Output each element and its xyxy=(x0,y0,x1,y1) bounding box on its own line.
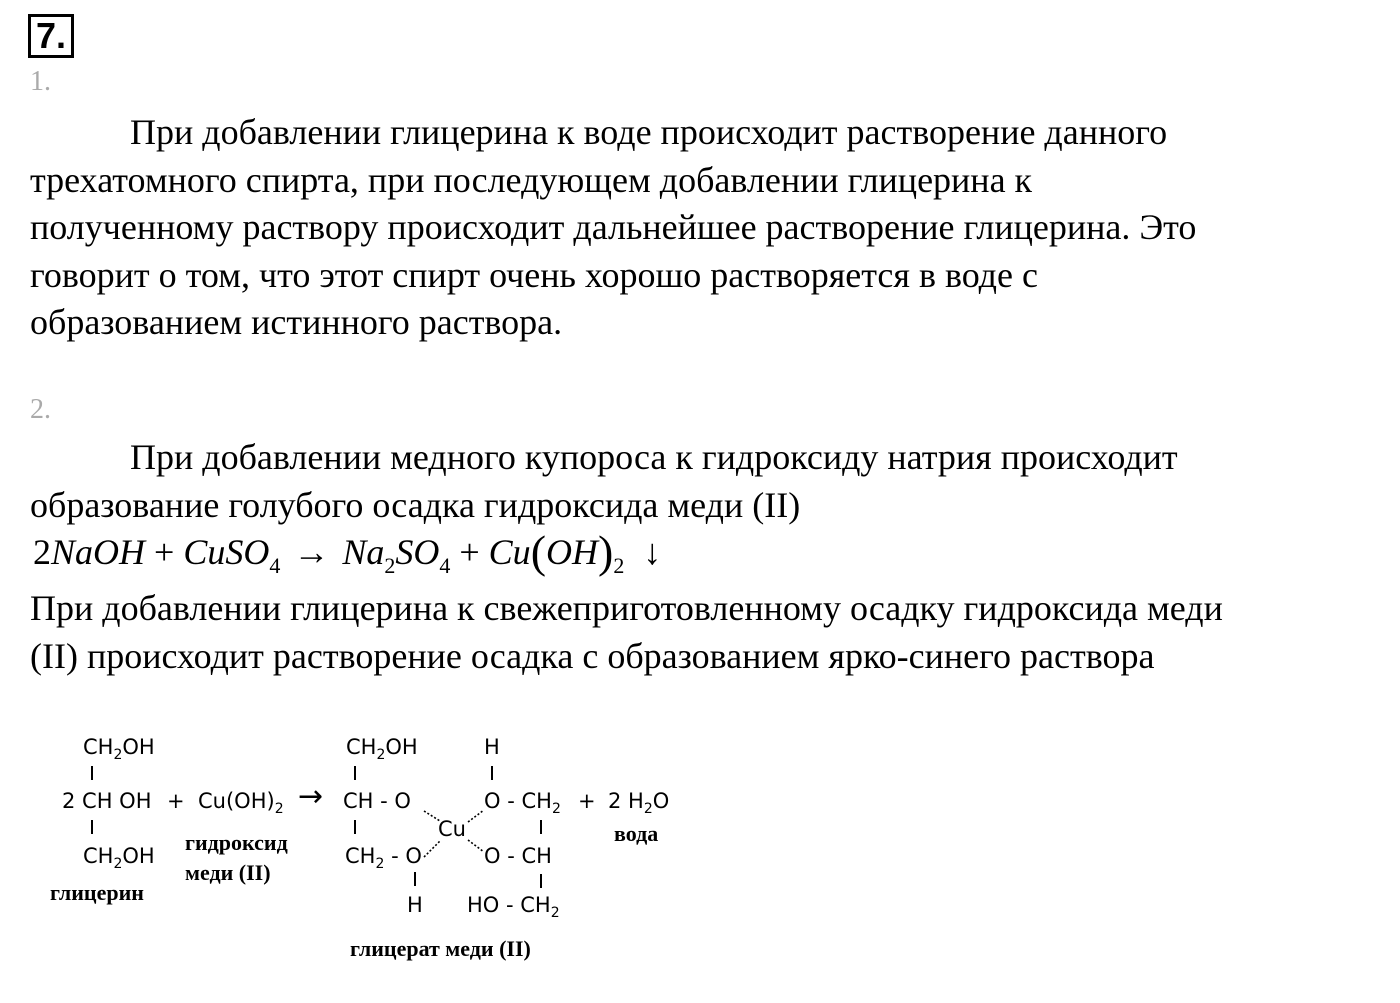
eq-coefficient: 2 xyxy=(33,532,51,572)
eq-cu: Cu xyxy=(488,532,531,572)
eq-paren: ) xyxy=(598,526,614,577)
paragraph-line: говорит о том, что этот спирт очень хорошо растворяется в воде с xyxy=(30,254,1038,295)
eq-subscript: 4 xyxy=(439,553,451,578)
copper-hydroxide-label-1: гидроксид xyxy=(185,830,288,855)
paragraph-line: При добавлении медного купороса к гидроксиду натрия происходит xyxy=(130,437,1178,477)
reaction-equation xyxy=(33,527,661,577)
paragraph-line: (II) происходит растворение осадка с образованием ярко-синего раствора xyxy=(30,635,1155,676)
eq-plus: + xyxy=(459,532,480,572)
bond-line xyxy=(540,874,542,888)
product-left-mid: CH - O xyxy=(343,789,411,813)
task-number: 7. xyxy=(28,14,74,58)
eq-subscript: 2 xyxy=(613,553,625,578)
water-formula: 2 $H_2O$ xyxy=(608,789,670,817)
section-1-number: 1. xyxy=(30,66,51,97)
precipitate-arrow-icon: ↓ xyxy=(643,532,662,572)
product-h-top: H xyxy=(484,735,500,759)
paragraph-line: образованием истинного раствора. xyxy=(30,302,563,342)
scheme-plus: + xyxy=(167,789,185,813)
bond-line xyxy=(540,820,542,834)
bond-line xyxy=(491,766,493,780)
eq-plus: + xyxy=(154,532,175,572)
glycerol-mid: 2 CH OH xyxy=(62,789,152,813)
paragraph-line: При добавлении глицерина к свежеприготовленному осадку гидроксида меди xyxy=(30,588,1223,628)
copper-hydroxide-formula: $Cu(OH)_2$ xyxy=(198,789,284,817)
product-left-top: $CH_2OH$ xyxy=(346,735,418,763)
product-label: глицерат меди (II) xyxy=(350,936,531,961)
scheme-plus: + xyxy=(578,789,596,813)
section-2-intro xyxy=(30,434,1400,529)
paragraph-line: трехатомного спирта, при последующем добавлении глицерина к xyxy=(30,159,1033,200)
eq-arrow: → xyxy=(293,532,330,572)
eq-naoh: NaOH xyxy=(51,532,146,572)
copper-atom: Cu xyxy=(438,817,466,841)
product-right-mid: O - $CH_2$ xyxy=(484,789,561,817)
eq-subscript: 4 xyxy=(269,553,281,578)
product-h-bottom: H xyxy=(407,893,423,917)
paragraph-line: образование голубого осадка гидроксида меди (II) xyxy=(30,484,801,525)
glycerol-top: $CH_2OH$ xyxy=(83,735,155,763)
product-right-low: O - CH xyxy=(484,844,552,868)
water-label: вода xyxy=(614,821,659,846)
paragraph-line: При добавлении глицерина к воде происходит растворение данного xyxy=(130,112,1168,152)
eq-cuso: CuSO xyxy=(183,532,270,572)
paragraph-line: полученному раствору происходит дальнейшее растворение глицерина. Это xyxy=(30,207,1197,247)
glycerol-bottom: $CH_2OH$ xyxy=(83,844,155,872)
product-ho-bottom: HO - $CH_2$ xyxy=(467,893,560,921)
section-1-paragraph xyxy=(30,109,1400,347)
reaction-arrow-icon: → xyxy=(298,779,324,814)
glycerol-label: глицерин xyxy=(50,880,144,905)
eq-subscript: 2 xyxy=(384,553,396,578)
section-2-number: 2. xyxy=(30,394,51,425)
eq-oh: OH xyxy=(546,532,599,572)
copper-hydroxide-label-2: меди (II) xyxy=(185,860,271,885)
eq-na: Na xyxy=(342,532,385,572)
eq-so: SO xyxy=(395,532,440,572)
reaction-scheme xyxy=(0,730,700,980)
product-left-bottom: $CH_2$ - O xyxy=(345,844,422,872)
eq-paren: ( xyxy=(530,526,547,577)
section-2-conclusion xyxy=(30,585,1400,680)
